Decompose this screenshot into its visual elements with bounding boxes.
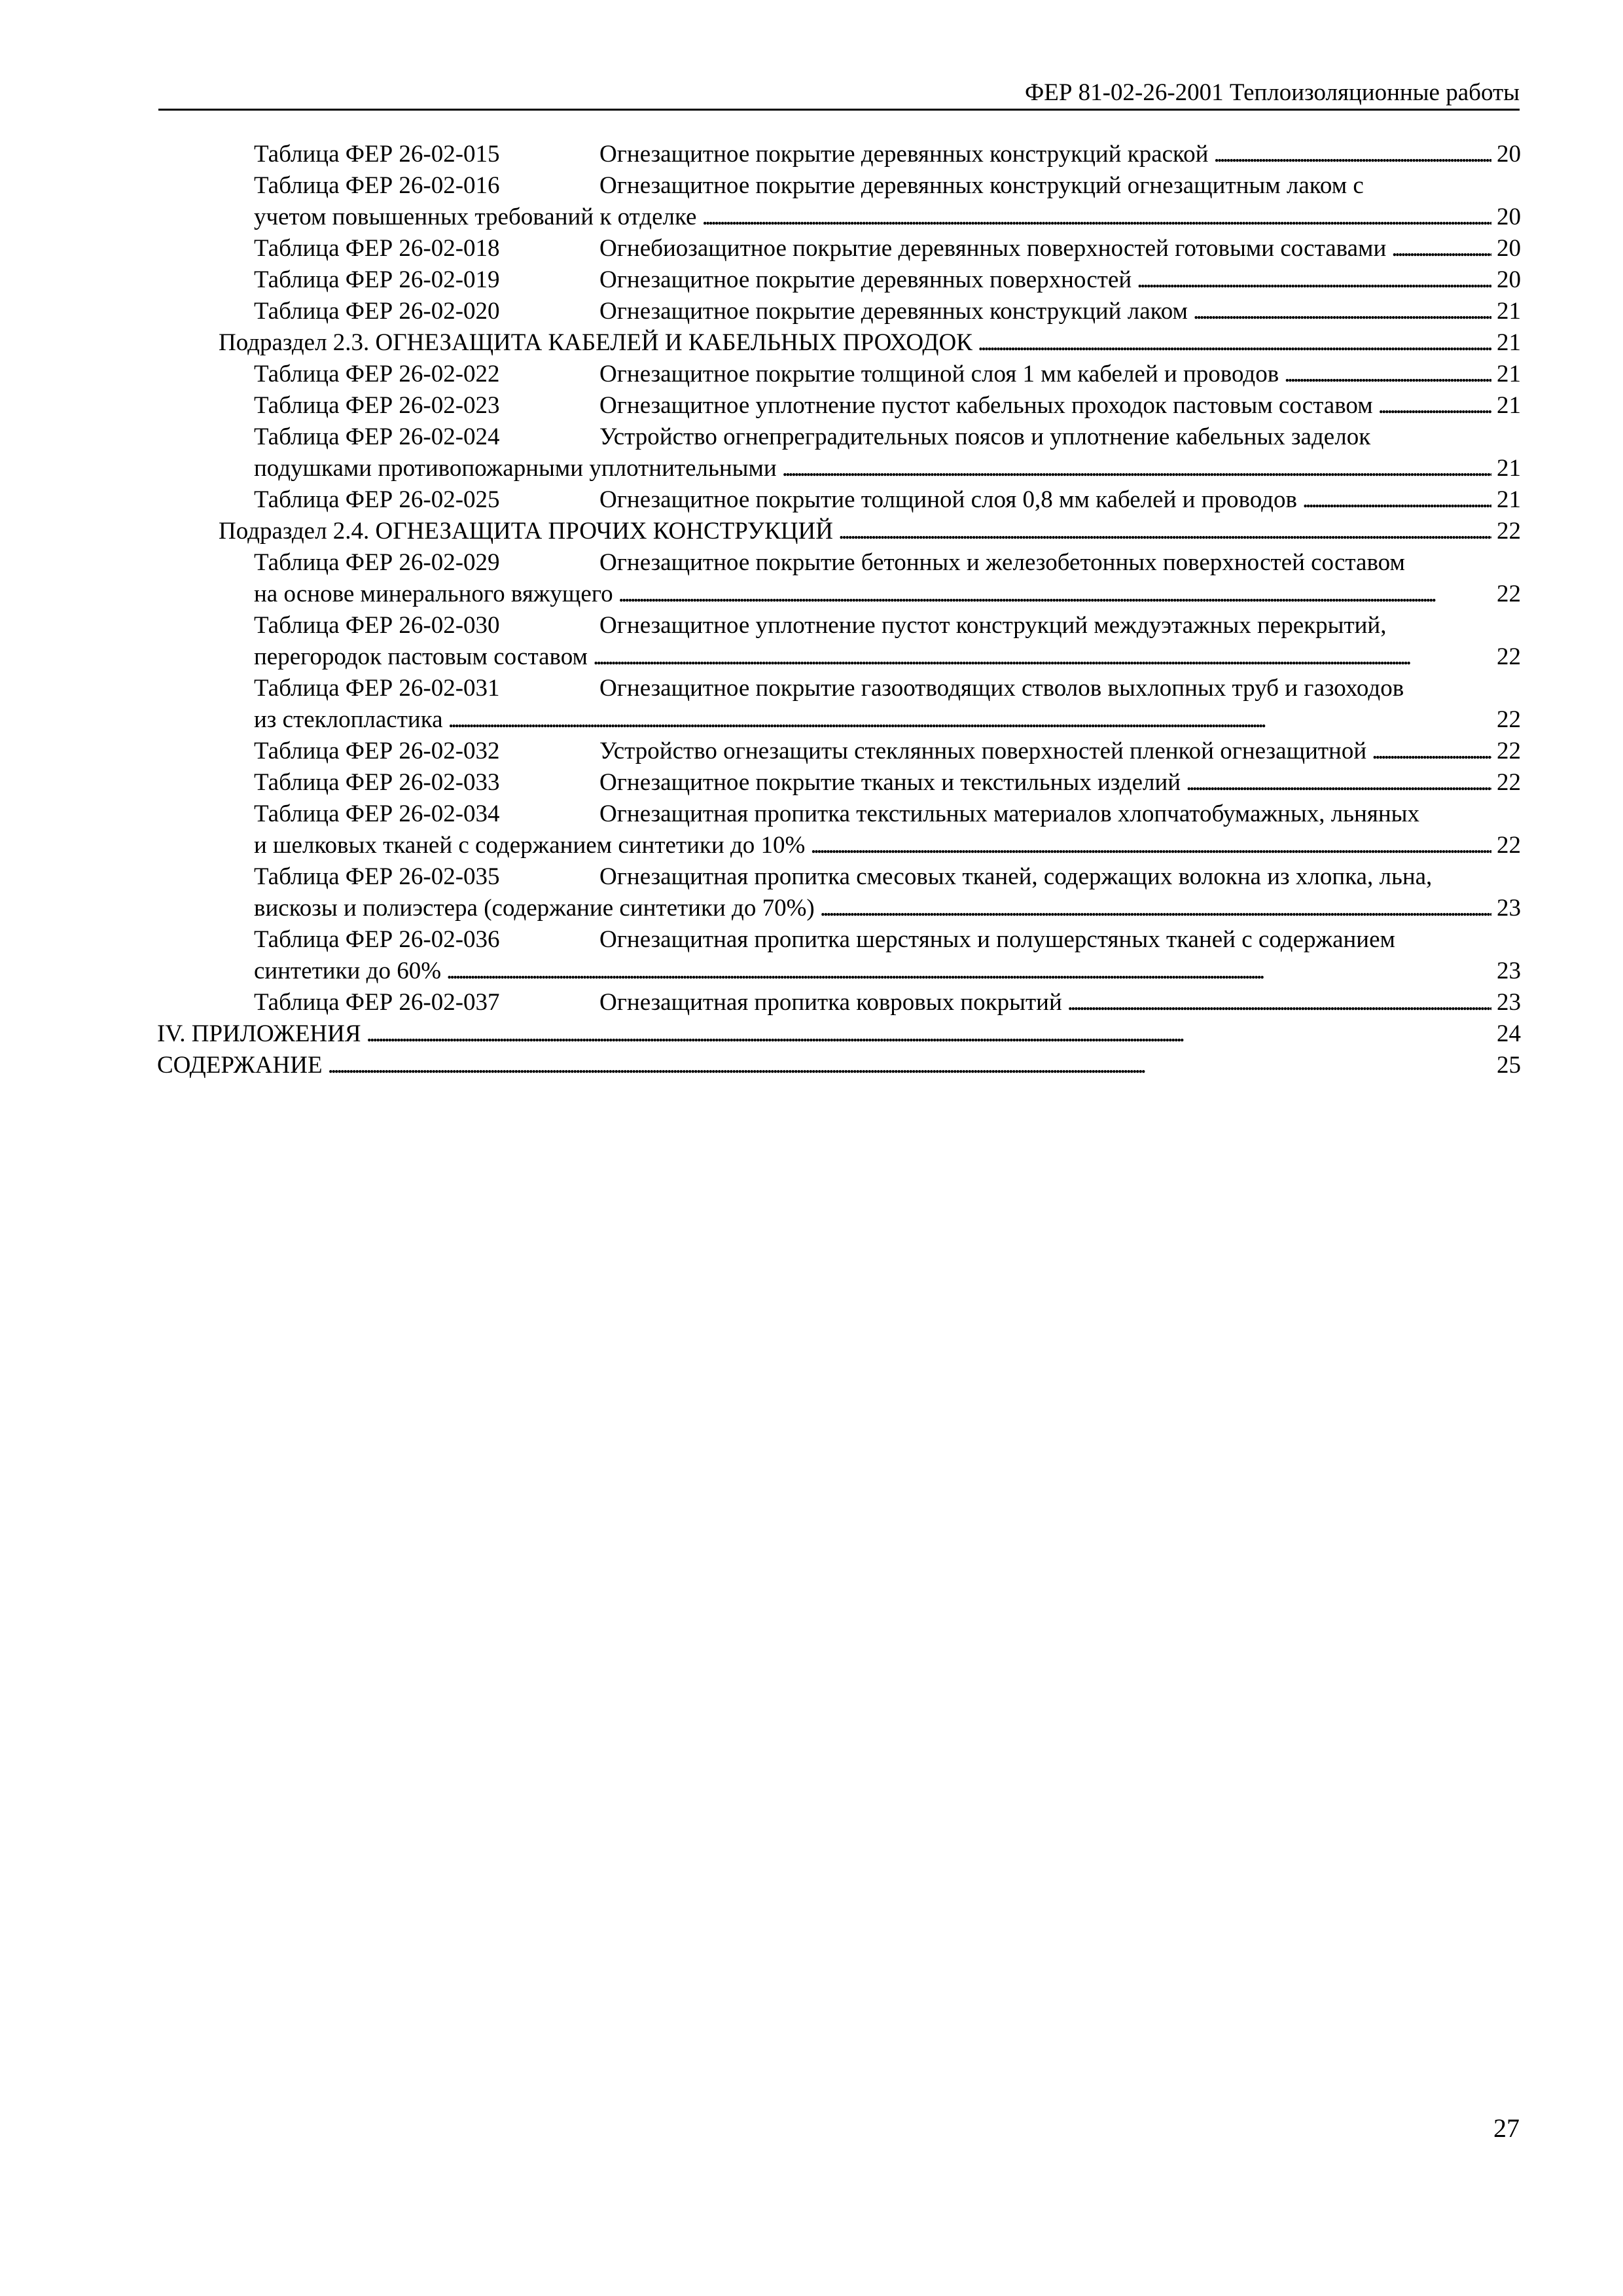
toc-entry-line <box>254 422 1521 453</box>
toc-entry-line <box>254 798 1521 830</box>
toc-entry-title: Устройство огнезащиты стеклянных поверхностей пленкой огнезащитной <box>599 738 1367 764</box>
toc-page-number: 22 <box>1497 769 1521 796</box>
toc-entry-continuation <box>254 453 1521 484</box>
toc-entry-continuation <box>254 641 1521 673</box>
toc-table-code: Таблица ФЕР 26-02-035 <box>254 863 500 890</box>
toc-table-code: Таблица ФЕР 26-02-032 <box>254 738 500 764</box>
toc-table-code: Таблица ФЕР 26-02-022 <box>254 361 500 387</box>
dot-leader <box>446 956 1491 987</box>
toc-entry-title-continuation: перегородок пастовым составом <box>254 643 588 670</box>
toc-page-number: 20 <box>1497 235 1521 262</box>
toc-entry-line <box>254 390 1521 422</box>
dot-leader <box>1372 736 1491 767</box>
toc-entry[interactable] <box>157 422 1521 484</box>
toc-entry-title: Огнезащитное покрытие толщиной слоя 1 мм кабелей и проводов <box>599 361 1279 387</box>
toc-entry-line <box>254 547 1521 579</box>
toc-entry[interactable] <box>157 170 1521 233</box>
toc-table-code: Таблица ФЕР 26-02-029 <box>254 549 500 576</box>
toc-entry-title: Огнезащитное покрытие деревянных конструкций огнезащитным лаком с <box>599 172 1364 199</box>
dot-leader <box>1391 233 1491 264</box>
toc-entry-title-continuation: подушками противопожарными уплотнительными <box>254 455 777 482</box>
toc-table-code: Таблица ФЕР 26-02-023 <box>254 392 500 419</box>
toc-entry-title-continuation: и шелковых тканей с содержанием синтетики до 10% <box>254 832 806 859</box>
toc-entry-continuation <box>254 202 1521 233</box>
toc-entry[interactable] <box>157 327 1521 359</box>
toc-entry[interactable] <box>157 736 1521 767</box>
toc-page-number: 21 <box>1497 455 1521 482</box>
toc-table-code: Таблица ФЕР 26-02-033 <box>254 769 500 796</box>
toc-entry-title: Огнезащитное покрытие деревянных конструкций краской <box>599 141 1209 168</box>
dot-leader <box>1284 359 1491 390</box>
toc-entry[interactable] <box>157 484 1521 516</box>
dot-leader <box>618 579 1491 610</box>
toc-entry-line <box>219 327 1521 359</box>
running-header <box>158 75 1520 111</box>
dot-leader <box>838 516 1491 547</box>
dot-leader <box>593 641 1491 673</box>
toc-entry-line <box>254 359 1521 390</box>
toc-entry-title: Огнезащитное покрытие бетонных и железобетонных поверхностей составом <box>599 549 1405 576</box>
toc-entry-line <box>254 610 1521 641</box>
toc-entry-line <box>254 924 1521 956</box>
toc-entry-line <box>254 484 1521 516</box>
toc-entry-title-continuation: на основе минерального вяжущего <box>254 581 613 607</box>
toc-entry[interactable] <box>157 390 1521 422</box>
toc-entry-line <box>254 233 1521 264</box>
page-number: 27 <box>1493 2113 1520 2143</box>
dot-leader <box>1378 390 1491 422</box>
toc-entry-line <box>254 673 1521 704</box>
toc-entry[interactable] <box>157 547 1521 610</box>
toc-entry-line <box>157 1050 1521 1081</box>
toc-entry[interactable] <box>157 673 1521 736</box>
toc-entry-title: Огнезащитное покрытие деревянных конструкций лаком <box>599 298 1188 325</box>
toc-entry-continuation <box>254 956 1521 987</box>
toc-entry-title: Подраздел 2.3. ОГНЕЗАЩИТА КАБЕЛЕЙ И КАБЕЛЬНЫХ ПРОХОДОК <box>219 329 972 356</box>
dot-leader <box>810 830 1491 861</box>
toc-page-number: 23 <box>1497 958 1521 984</box>
toc-entry[interactable] <box>157 359 1521 390</box>
dot-leader <box>366 1018 1491 1050</box>
dot-leader <box>328 1050 1491 1081</box>
toc-page-number: 23 <box>1497 895 1521 922</box>
toc-entry-line <box>254 139 1521 170</box>
toc-table-code: Таблица ФЕР 26-02-016 <box>254 172 500 199</box>
toc-table-code: Таблица ФЕР 26-02-020 <box>254 298 500 325</box>
dot-leader <box>448 704 1491 736</box>
dot-leader <box>1186 767 1491 798</box>
toc-entry[interactable] <box>157 264 1521 296</box>
toc-page-number: 22 <box>1497 738 1521 764</box>
dot-leader <box>978 327 1491 359</box>
toc-entry-line <box>254 861 1521 893</box>
dot-leader <box>782 453 1491 484</box>
toc-entry-continuation <box>254 704 1521 736</box>
toc-entry-title: Огнезащитная пропитка шерстяных и полушерстяных тканей с содержанием <box>599 926 1395 953</box>
toc-page-number: 24 <box>1497 1020 1521 1047</box>
toc-entry-title: Огнезащитная пропитка ковровых покрытий <box>599 989 1062 1016</box>
dot-leader <box>1193 296 1491 327</box>
toc-entry-line <box>254 987 1521 1018</box>
toc-page-number: 25 <box>1497 1052 1521 1079</box>
dot-leader <box>1302 484 1491 516</box>
toc-table-code: Таблица ФЕР 26-02-037 <box>254 989 500 1016</box>
toc-entry[interactable] <box>157 767 1521 798</box>
toc-page-number: 22 <box>1497 581 1521 607</box>
toc-entry-title-continuation: вискозы и полиэстера (содержание синтетики до 70%) <box>254 895 815 922</box>
toc-entry-continuation <box>254 830 1521 861</box>
dot-leader <box>1067 987 1491 1018</box>
toc-page-number: 20 <box>1497 266 1521 293</box>
toc-entry[interactable] <box>157 296 1521 327</box>
dot-leader <box>820 893 1491 924</box>
toc-entry-line <box>254 170 1521 202</box>
toc-entry-title: Огнезащитное покрытие толщиной слоя 0,8 мм кабелей и проводов <box>599 486 1297 513</box>
toc-table-code: Таблица ФЕР 26-02-025 <box>254 486 500 513</box>
toc-entry-title: Огнезащитное покрытие газоотводящих стволов выхлопных труб и газоходов <box>599 675 1404 702</box>
toc-page-number: 21 <box>1497 361 1521 387</box>
toc-page-number: 21 <box>1497 329 1521 356</box>
toc-entry-title: Огнезащитное покрытие тканых и текстильных изделий <box>599 769 1181 796</box>
toc-table-code: Таблица ФЕР 26-02-024 <box>254 423 500 450</box>
toc-entry[interactable] <box>157 861 1521 924</box>
toc-page-number: 22 <box>1497 832 1521 859</box>
toc-entry-line <box>254 264 1521 296</box>
toc-page-number: 23 <box>1497 989 1521 1016</box>
toc-entry-line <box>157 1018 1521 1050</box>
toc-entry-title-continuation: синтетики до 60% <box>254 958 442 984</box>
toc-entry-title-continuation: из стеклопластика <box>254 706 443 733</box>
toc-table-code: Таблица ФЕР 26-02-036 <box>254 926 500 953</box>
toc-page-number: 22 <box>1497 706 1521 733</box>
toc-entry-line <box>254 296 1521 327</box>
toc-entry[interactable] <box>157 924 1521 987</box>
toc-entry-title: Огнезащитная пропитка текстильных материалов хлопчатобумажных, льняных <box>599 800 1420 827</box>
toc-entry-title: СОДЕРЖАНИЕ <box>157 1052 323 1079</box>
toc-entry[interactable] <box>157 139 1521 170</box>
toc-page-number: 20 <box>1497 204 1521 230</box>
toc-entry[interactable] <box>157 1050 1521 1081</box>
dot-leader <box>1137 264 1491 296</box>
toc-page-number: 21 <box>1497 298 1521 325</box>
toc-entry-title: Огнебиозащитное покрытие деревянных поверхностей готовыми составами <box>599 235 1387 262</box>
toc-table-code: Таблица ФЕР 26-02-019 <box>254 266 500 293</box>
toc-entry-continuation <box>254 893 1521 924</box>
dot-leader <box>702 202 1491 233</box>
toc-entry-title: Огнезащитное покрытие деревянных поверхностей <box>599 266 1132 293</box>
toc-page-number: 22 <box>1497 518 1521 545</box>
table-of-contents <box>157 139 1521 1081</box>
toc-table-code: Таблица ФЕР 26-02-034 <box>254 800 500 827</box>
toc-entry-line <box>219 516 1521 547</box>
toc-entry-line <box>254 736 1521 767</box>
toc-entry[interactable] <box>157 233 1521 264</box>
toc-table-code: Таблица ФЕР 26-02-030 <box>254 612 500 639</box>
toc-table-code: Таблица ФЕР 26-02-018 <box>254 235 500 262</box>
document-title: ФЕР 81-02-26-2001 Теплоизоляционные работы <box>1025 79 1520 106</box>
toc-entry[interactable] <box>157 798 1521 861</box>
toc-entry-title: Огнезащитное уплотнение пустот кабельных проходок пастовым составом <box>599 392 1373 419</box>
toc-entry-title: Устройство огнепреградительных поясов и уплотнение кабельных заделок <box>599 423 1371 450</box>
toc-entry-line <box>254 767 1521 798</box>
toc-page-number: 22 <box>1497 643 1521 670</box>
toc-entry-title-continuation: учетом повышенных требований к отделке <box>254 204 697 230</box>
toc-entry-title: IV. ПРИЛОЖЕНИЯ <box>157 1020 361 1047</box>
toc-entry[interactable] <box>157 1018 1521 1050</box>
toc-entry-title: Огнезащитная пропитка смесовых тканей, содержащих волокна из хлопка, льна, <box>599 863 1433 890</box>
toc-entry-title: Подраздел 2.4. ОГНЕЗАЩИТА ПРОЧИХ КОНСТРУКЦИЙ <box>219 518 833 545</box>
toc-table-code: Таблица ФЕР 26-02-031 <box>254 675 500 702</box>
toc-page-number: 21 <box>1497 392 1521 419</box>
toc-page-number: 20 <box>1497 141 1521 168</box>
toc-table-code: Таблица ФЕР 26-02-015 <box>254 141 500 168</box>
toc-entry[interactable] <box>157 987 1521 1018</box>
toc-entry[interactable] <box>157 516 1521 547</box>
toc-entry-continuation <box>254 579 1521 610</box>
dot-leader <box>1213 139 1491 170</box>
toc-entry-title: Огнезащитное уплотнение пустот конструкций междуэтажных перекрытий, <box>599 612 1387 639</box>
toc-page-number: 21 <box>1497 486 1521 513</box>
toc-entry[interactable] <box>157 610 1521 673</box>
